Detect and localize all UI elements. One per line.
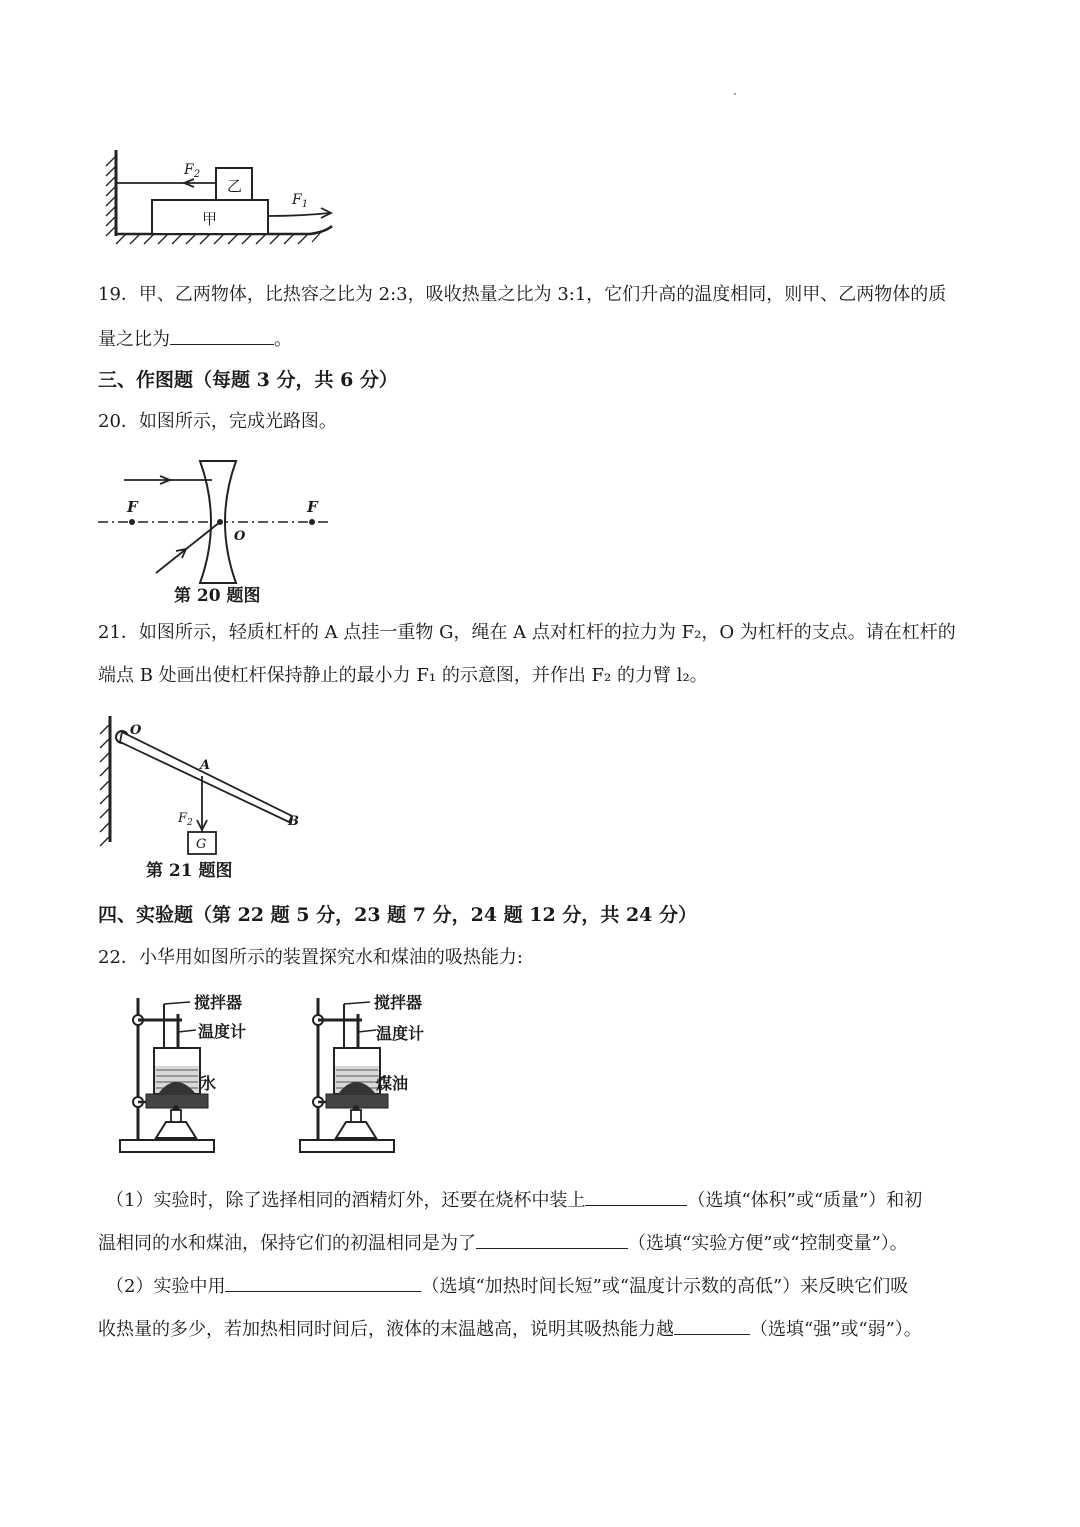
question-19-text-1: 甲、乙两物体，比热容之比为 2:3，吸收热量之比为 3:1，它们升高的温度相同，则甲、乙两物体的质 <box>138 284 947 305</box>
question-20-text: 如图所示，完成光路图。 <box>138 411 337 432</box>
question-22-line <box>98 946 523 970</box>
question-19-suffix: 。 <box>274 329 292 350</box>
question-21-line-1 <box>98 621 956 645</box>
section-4-heading: 四、实验题（第 22 题 5 分，23 题 7 分，24 题 12 分，共 24 分） <box>98 904 698 926</box>
question-22-part-2-line-2 <box>98 1316 922 1342</box>
force-f2-label: $F_2$ <box>178 811 193 828</box>
figure-apparatus-kerosene <box>296 990 446 1165</box>
label-kerosene: 煤油 <box>376 1074 409 1093</box>
focus-label-right: F <box>307 498 318 516</box>
lever-bar <box>120 732 292 822</box>
label-thermometer: 温度计 <box>376 1024 425 1043</box>
question-19-line-1 <box>98 283 946 307</box>
question-21-text-2: 端点 B 处画出使杠杆保持静止的最小力 F₁ 的示意图，并作出 F₂ 的力臂 l₂。 <box>98 665 708 686</box>
answer-blank-19[interactable] <box>170 326 274 345</box>
question-21-line-2 <box>98 664 708 688</box>
question-22-text: 小华用如图所示的装置探究水和煤油的吸热能力: <box>138 947 523 968</box>
force-f2-label: $F_2$ <box>184 162 201 180</box>
figure-blocks-on-table <box>100 146 350 248</box>
label-water: 水 <box>200 1074 217 1093</box>
label-stirrer: 搅拌器 <box>374 993 423 1012</box>
question-21-text-1: 如图所示，轻质杠杆的 A 点挂一重物 G，绳在 A 点对杠杆的拉力为 F₂，O 为杠杆的支点。请在杠杆的 <box>138 622 956 643</box>
block-yi-label: 乙 <box>227 177 243 195</box>
question-19-number: 19． <box>98 284 139 305</box>
question-20-line <box>98 410 337 434</box>
focus-point-right <box>309 519 315 525</box>
question-22-part-1-text-1: （1）实验时，除了选择相同的酒精灯外，还要在烧杯中装上 <box>106 1190 586 1211</box>
label-thermometer: 温度计 <box>198 1022 247 1041</box>
question-19-text-2: 量之比为 <box>98 329 170 350</box>
focus-point-left <box>129 519 135 525</box>
section-3-heading: 三、作图题（每题 3 分，共 6 分） <box>98 369 398 391</box>
question-19-line-2 <box>98 326 292 352</box>
question-20-number: 20． <box>98 411 139 432</box>
answer-blank-22-1b[interactable] <box>476 1230 628 1249</box>
question-22-part-1-hint-2: （选填“实验方便”或“控制变量”）。 <box>628 1233 908 1254</box>
optical-center-label: O <box>234 529 246 544</box>
question-22-part-2-line-1 <box>106 1273 908 1299</box>
point-a-label: A <box>200 758 211 773</box>
figure-concave-lens <box>96 455 336 607</box>
question-22-part-1-hint-1: （选填“体积”或“质量”）和初 <box>687 1190 923 1211</box>
optical-center-point <box>217 519 223 525</box>
question-21-number: 21． <box>98 622 139 643</box>
weight-label: G <box>196 837 207 852</box>
answer-blank-22-2b[interactable] <box>674 1316 750 1335</box>
figure-20-caption: 第 20 题图 <box>174 586 261 606</box>
question-22-part-2-text-1: （2）实验中用 <box>106 1276 226 1297</box>
answer-blank-22-1a[interactable] <box>585 1187 687 1206</box>
question-22-part-1-line-2 <box>98 1230 908 1256</box>
scan-speck <box>734 93 736 95</box>
point-b-label: B <box>288 814 299 829</box>
figure-lever <box>96 712 316 884</box>
question-22-number: 22． <box>98 947 139 968</box>
block-jia-label: 甲 <box>202 210 218 228</box>
question-22-part-2-text-2: 收热量的多少，若加热相同时间后，液体的末温越高，说明其吸热能力越 <box>98 1319 674 1340</box>
figure-21-caption: 第 21 题图 <box>146 861 233 881</box>
force-f1-label: $F_1$ <box>292 192 309 210</box>
focus-label-left: F <box>127 498 138 516</box>
figure-apparatus-water <box>116 990 266 1165</box>
question-22-part-2-hint-1: （选填“加热时间长短”或“温度计示数的高低”）来反映它们吸 <box>421 1276 909 1297</box>
label-stirrer: 搅拌器 <box>194 993 243 1012</box>
question-22-part-2-hint-2: （选填“强”或“弱”）。 <box>750 1319 922 1340</box>
question-22-part-1-line-1 <box>106 1187 922 1213</box>
question-22-part-1-text-2: 温相同的水和煤油，保持它们的初温相同是为了 <box>98 1233 476 1254</box>
pivot-label: O <box>130 723 142 738</box>
answer-blank-22-2a[interactable] <box>225 1273 421 1292</box>
